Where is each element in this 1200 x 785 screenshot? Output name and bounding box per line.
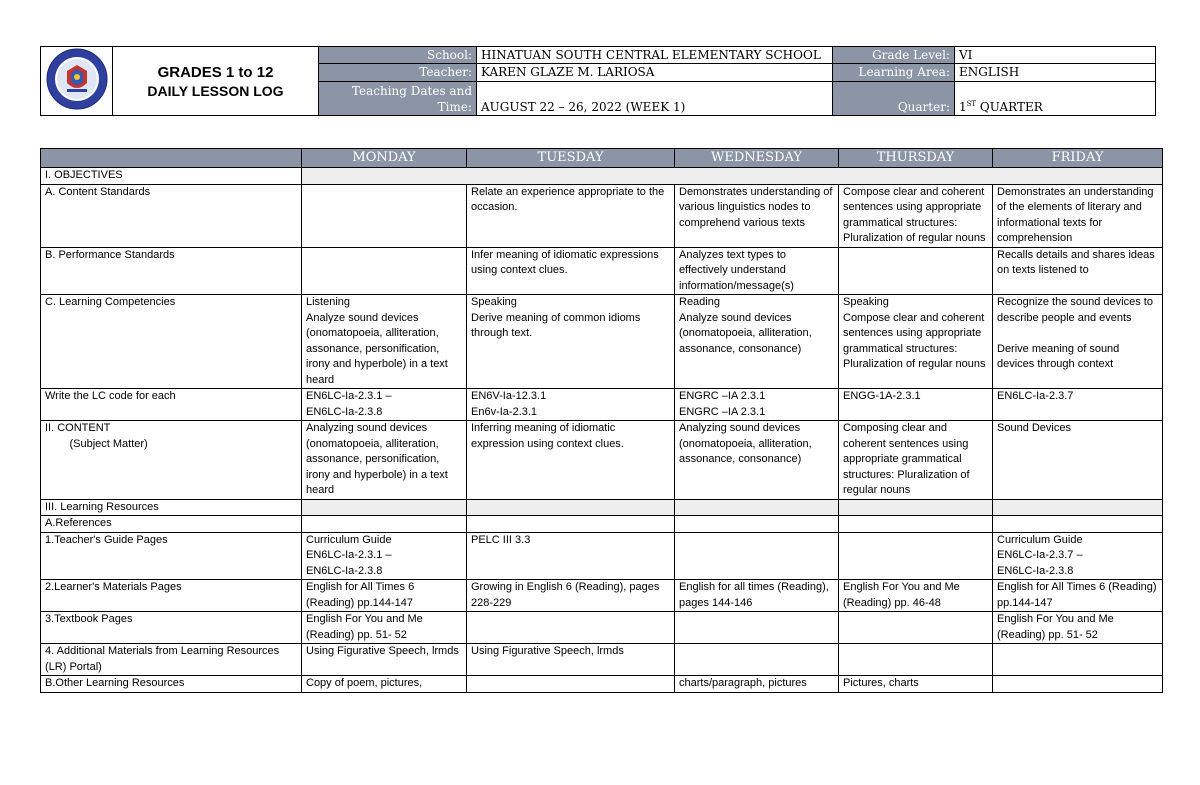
cell-wednesday: Analyzes text types to effectively understand information/message(s) bbox=[675, 247, 839, 295]
cell-monday: Copy of poem, pictures, bbox=[302, 676, 467, 693]
table-row bbox=[41, 184, 1163, 247]
table-row bbox=[41, 644, 1163, 676]
table-row bbox=[41, 499, 1163, 516]
cell-friday: Sound Devices bbox=[993, 421, 1163, 500]
cell-friday: Curriculum Guide EN6LC-Ia-2.3.7 – EN6LC-Ia-2.3.8 bbox=[993, 532, 1163, 580]
quarter-number: 1 bbox=[959, 100, 967, 114]
table-row bbox=[41, 247, 1163, 295]
school-value: HINATUAN SOUTH CENTRAL ELEMENTARY SCHOOL bbox=[477, 47, 833, 64]
cell-wednesday bbox=[675, 644, 839, 676]
cell-wednesday bbox=[675, 612, 839, 644]
cell-tuesday bbox=[467, 612, 675, 644]
cell-friday: EN6LC-Ia-2.3.7 bbox=[993, 389, 1163, 421]
cell-thursday: ENGG-1A-2.3.1 bbox=[839, 389, 993, 421]
table-row bbox=[41, 295, 1163, 389]
row-label: 4. Additional Materials from Learning Resources (LR) Portal) bbox=[41, 644, 302, 676]
row-label: C. Learning Competencies bbox=[41, 295, 302, 389]
deped-seal-cell bbox=[41, 47, 113, 116]
row-label: B.Other Learning Resources bbox=[41, 676, 302, 693]
cell-tuesday: EN6V-Ia-12.3.1 En6v-Ia-2.3.1 bbox=[467, 389, 675, 421]
section-span-cell bbox=[302, 168, 1163, 185]
grade-level-value: VI bbox=[955, 47, 1156, 64]
cell-friday bbox=[993, 499, 1163, 516]
cell-tuesday: Using Figurative Speech, lrmds bbox=[467, 644, 675, 676]
cell-monday: EN6LC-Ia-2.3.1 – EN6LC-Ia-2.3.8 bbox=[302, 389, 467, 421]
teaching-dates-label-line1: Teaching Dates and bbox=[351, 83, 472, 98]
day-header-friday: FRIDAY bbox=[993, 149, 1163, 168]
table-row bbox=[41, 676, 1163, 693]
table-row bbox=[41, 516, 1163, 533]
teacher-value: KAREN GLAZE M. LARIOSA bbox=[477, 64, 833, 81]
cell-thursday bbox=[839, 612, 993, 644]
cell-thursday bbox=[839, 499, 993, 516]
teacher-label: Teacher: bbox=[319, 64, 477, 81]
cell-thursday bbox=[839, 644, 993, 676]
teaching-dates-label-line2: Time: bbox=[437, 99, 472, 114]
row-label: III. Learning Resources bbox=[41, 499, 302, 516]
cell-monday: English For You and Me (Reading) pp. 51- 52 bbox=[302, 612, 467, 644]
cell-monday bbox=[302, 516, 467, 533]
cell-monday: Analyzing sound devices (onomatopoeia, alliteration, assonance, personification, irony and hyperbole) in a text heard bbox=[302, 421, 467, 500]
cell-tuesday: Speaking Derive meaning of common idioms through text. bbox=[467, 295, 675, 389]
row-label: I. OBJECTIVES bbox=[41, 168, 302, 185]
cell-wednesday: charts/paragraph, pictures bbox=[675, 676, 839, 693]
cell-monday: Listening Analyze sound devices (onomatopoeia, alliteration, assonance, personification, irony and hyperbole) in a text heard bbox=[302, 295, 467, 389]
deped-seal-icon bbox=[45, 47, 109, 111]
cell-thursday: English For You and Me (Reading) pp. 46-48 bbox=[839, 580, 993, 612]
day-header-blank bbox=[41, 149, 302, 168]
table-row bbox=[41, 421, 1163, 500]
cell-thursday: Composing clear and coherent sentences using appropriate grammatical structures: Pluralization of regular nouns bbox=[839, 421, 993, 500]
cell-tuesday bbox=[467, 516, 675, 533]
quarter-suffix: ST bbox=[966, 100, 977, 108]
day-header-monday: MONDAY bbox=[302, 149, 467, 168]
cell-thursday bbox=[839, 532, 993, 580]
row-label: 2.Learner's Materials Pages bbox=[41, 580, 302, 612]
learning-area-value: ENGLISH bbox=[955, 64, 1156, 81]
day-header-row bbox=[41, 149, 1163, 168]
table-row bbox=[41, 612, 1163, 644]
learning-area-label: Learning Area: bbox=[833, 64, 955, 81]
day-header-wednesday: WEDNESDAY bbox=[675, 149, 839, 168]
cell-wednesday bbox=[675, 516, 839, 533]
cell-wednesday bbox=[675, 532, 839, 580]
quarter-word: QUARTER bbox=[976, 100, 1043, 114]
row-label: II. CONTENT (Subject Matter) bbox=[41, 421, 302, 500]
cell-wednesday: Analyzing sound devices (onomatopoeia, alliteration, assonance, consonance) bbox=[675, 421, 839, 500]
row-label: Write the LC code for each bbox=[41, 389, 302, 421]
cell-friday bbox=[993, 516, 1163, 533]
row-label: A. Content Standards bbox=[41, 184, 302, 247]
cell-wednesday: ENGRC –IA 2.3.1 ENGRC –IA 2.3.1 bbox=[675, 389, 839, 421]
log-title-line1: GRADES 1 to 12 bbox=[157, 63, 274, 81]
cell-thursday bbox=[839, 516, 993, 533]
cell-monday bbox=[302, 499, 467, 516]
cell-thursday: Compose clear and coherent sentences using appropriate grammatical structures: Pluralization of regular nouns bbox=[839, 184, 993, 247]
cell-thursday bbox=[839, 247, 993, 295]
day-header-thursday: THURSDAY bbox=[839, 149, 993, 168]
cell-thursday: Speaking Compose clear and coherent sentences using appropriate grammatical structures: Pluralization of regular nouns bbox=[839, 295, 993, 389]
cell-monday bbox=[302, 184, 467, 247]
cell-monday: Using Figurative Speech, lrmds bbox=[302, 644, 467, 676]
table-row bbox=[41, 168, 1163, 185]
row-label: B. Performance Standards bbox=[41, 247, 302, 295]
lesson-log-table bbox=[40, 148, 1163, 693]
row-label: A.References bbox=[41, 516, 302, 533]
row-label: 1.Teacher's Guide Pages bbox=[41, 532, 302, 580]
cell-tuesday: Infer meaning of idiomatic expressions using context clues. bbox=[467, 247, 675, 295]
cell-tuesday: Relate an experience appropriate to the occasion. bbox=[467, 184, 675, 247]
cell-friday: Recognize the sound devices to describe people and events Derive meaning of sound devices through context bbox=[993, 295, 1163, 389]
cell-monday: Curriculum Guide EN6LC-Ia-2.3.1 – EN6LC-Ia-2.3.8 bbox=[302, 532, 467, 580]
cell-tuesday bbox=[467, 499, 675, 516]
cell-tuesday: Inferring meaning of idiomatic expression using context clues. bbox=[467, 421, 675, 500]
day-header-tuesday: TUESDAY bbox=[467, 149, 675, 168]
cell-tuesday bbox=[467, 676, 675, 693]
teaching-dates-label bbox=[319, 81, 477, 116]
cell-wednesday bbox=[675, 499, 839, 516]
cell-friday: Recalls details and shares ideas on texts listened to bbox=[993, 247, 1163, 295]
row-label: 3.Textbook Pages bbox=[41, 612, 302, 644]
cell-monday: English for All Times 6 (Reading) pp.144-147 bbox=[302, 580, 467, 612]
log-title-line2: DAILY LESSON LOG bbox=[147, 82, 284, 99]
cell-thursday: Pictures, charts bbox=[839, 676, 993, 693]
cell-friday: English For You and Me (Reading) pp. 51- 52 bbox=[993, 612, 1163, 644]
header-table bbox=[40, 46, 1156, 116]
log-title-cell bbox=[113, 47, 319, 116]
teaching-dates-value: AUGUST 22 – 26, 2022 (WEEK 1) bbox=[477, 81, 833, 116]
table-row bbox=[41, 580, 1163, 612]
cell-wednesday: English for all times (Reading), pages 144-146 bbox=[675, 580, 839, 612]
cell-wednesday: Reading Analyze sound devices (onomatopoeia, alliteration, assonance, consonance) bbox=[675, 295, 839, 389]
school-label: School: bbox=[319, 47, 477, 64]
cell-friday bbox=[993, 644, 1163, 676]
cell-tuesday: PELC III 3.3 bbox=[467, 532, 675, 580]
quarter-label: Quarter: bbox=[833, 81, 955, 116]
cell-friday: Demonstrates an understanding of the elements of literary and informational texts for comprehension bbox=[993, 184, 1163, 247]
cell-monday bbox=[302, 247, 467, 295]
cell-tuesday: Growing in English 6 (Reading), pages 228-229 bbox=[467, 580, 675, 612]
cell-friday bbox=[993, 676, 1163, 693]
table-row bbox=[41, 532, 1163, 580]
table-row bbox=[41, 389, 1163, 421]
grade-level-label: Grade Level: bbox=[833, 47, 955, 64]
quarter-value bbox=[955, 81, 1156, 116]
cell-friday: English for All Times 6 (Reading) pp.144-147 bbox=[993, 580, 1163, 612]
cell-wednesday: Demonstrates understanding of various linguistics nodes to comprehend various texts bbox=[675, 184, 839, 247]
